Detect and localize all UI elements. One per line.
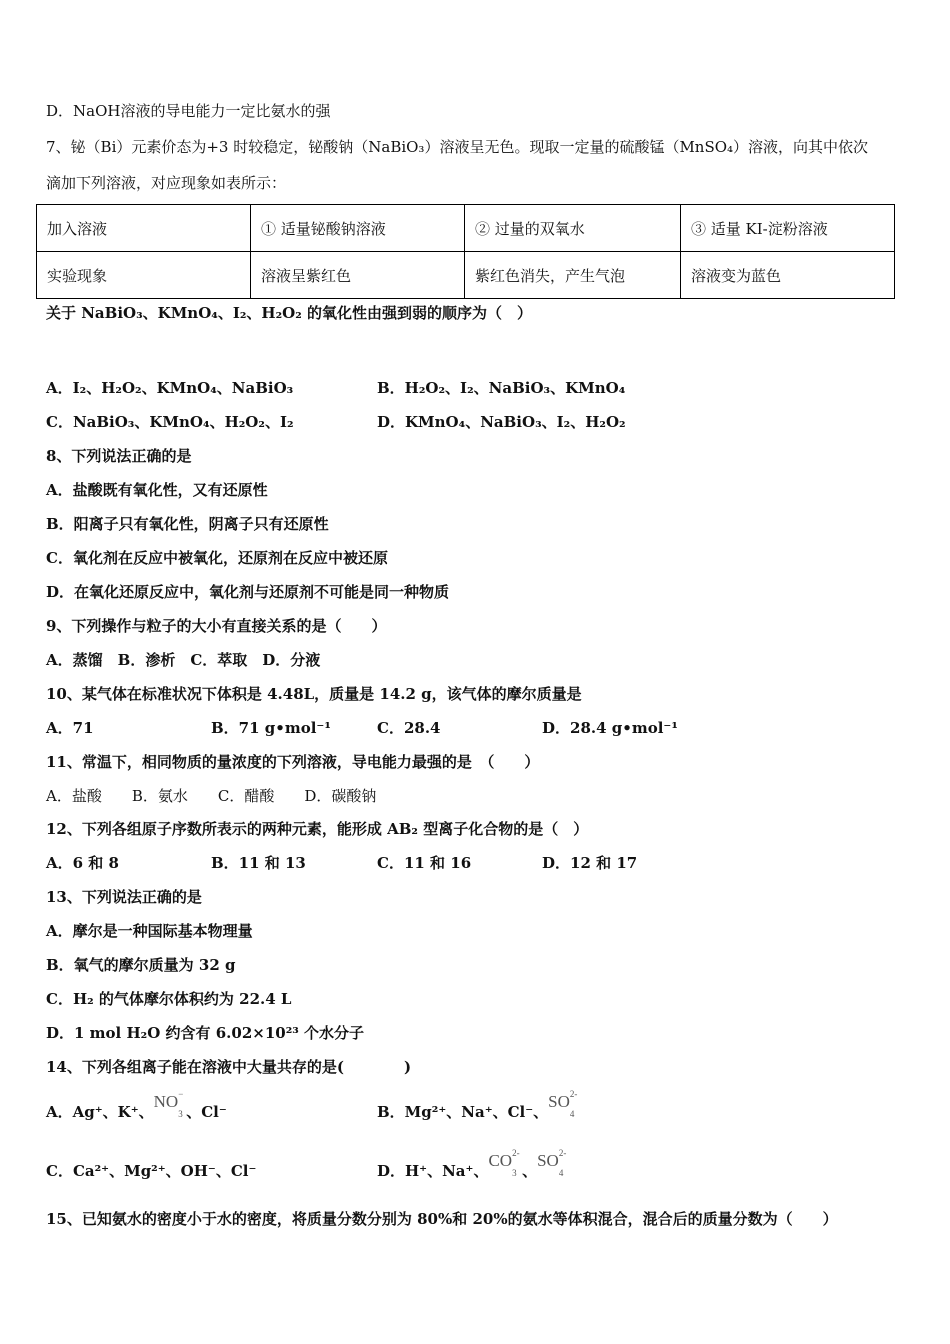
- q12-stem: 12、下列各组原子序数所表示的两种元素，能形成 AB₂ 型离子化合物的是（ ）: [46, 820, 589, 838]
- q9-options: A．蒸馏 B．渗析 C．萃取 D．分液: [46, 651, 321, 669]
- table-row: [37, 252, 895, 299]
- q11-options: A．盐酸 B．氨水 C．醋酸 D．碳酸钠: [46, 787, 377, 805]
- q7-option-a: A．I₂、H₂O₂、KMnO₄、NaBiO₃: [46, 379, 294, 397]
- q13-option-a: A．摩尔是一种国际基本物理量: [46, 922, 253, 940]
- q9-stem: 9、下列操作与粒子的大小有直接关系的是（ ）: [46, 617, 387, 635]
- q14-option-a-text: A．Ag⁺、K⁺、: [46, 1103, 154, 1121]
- q7-question: 关于 NaBiO₃、KMnO₄、I₂、H₂O₂ 的氧化性由强到弱的顺序为（ ）: [46, 304, 533, 322]
- q10-option-c: C．28.4: [377, 719, 441, 737]
- table-cell: ② 过量的双氧水: [465, 205, 681, 252]
- table-row: [37, 205, 895, 252]
- q13-stem: 13、下列说法正确的是: [46, 888, 202, 906]
- table-cell: ③ 适量 KI-淀粉溶液: [681, 205, 895, 252]
- q14-option-a-tail: 、Cl⁻: [186, 1103, 227, 1121]
- sulfate-ion: SO 2- 4: [548, 1089, 578, 1119]
- q8-stem: 8、下列说法正确的是: [46, 447, 192, 465]
- table-cell: 加入溶液: [37, 205, 251, 252]
- q8-option-c: C．氧化剂在反应中被氧化，还原剂在反应中被还原: [46, 549, 388, 567]
- q7-option-b: B．H₂O₂、I₂、NaBiO₃、KMnO₄: [377, 379, 626, 397]
- q12-option-d: D．12 和 17: [542, 854, 638, 872]
- q12-option-b: B．11 和 13: [211, 854, 306, 872]
- q7-stem-line1: 7、铋（Bi）元素价态为+3 时较稳定，铋酸钠（NaBiO₃）溶液呈无色。现取一定量的硫酸锰（MnSO₄）溶液，向其中依次: [46, 138, 869, 156]
- q12-option-a: A．6 和 8: [46, 854, 119, 872]
- q14-option-d-text: D．H⁺、Na⁺、: [377, 1162, 489, 1180]
- q7-option-c: C．NaBiO₃、KMnO₄、H₂O₂、I₂: [46, 413, 294, 431]
- q8-option-d: D．在氧化还原反应中，氧化剂与还原剂不可能是同一种物质: [46, 583, 450, 601]
- q13-option-c: C．H₂ 的气体摩尔体积约为 22.4 L: [46, 990, 292, 1008]
- q10-option-b: B．71 g•mol⁻¹: [211, 719, 331, 737]
- q14-option-d-sep: 、: [522, 1162, 538, 1180]
- table-cell: 溶液变为蓝色: [681, 252, 895, 299]
- q10-option-d: D．28.4 g•mol⁻¹: [542, 719, 678, 737]
- q14-option-c: C．Ca²⁺、Mg²⁺、OH⁻、Cl⁻: [46, 1162, 257, 1180]
- nitrate-ion: NO − 3: [153, 1089, 184, 1119]
- q14-option-b-text: B．Mg²⁺、Na⁺、Cl⁻、: [377, 1103, 549, 1121]
- q14-option-b: [377, 1089, 578, 1122]
- q8-option-a: A．盐酸既有氧化性，又有还原性: [46, 481, 268, 499]
- table-cell: 溶液呈紫红色: [251, 252, 465, 299]
- q7-stem-line2: 滴加下列溶液，对应现象如表所示：: [46, 174, 287, 192]
- q8-option-b: B．阳离子只有氧化性，阴离子只有还原性: [46, 515, 329, 533]
- q14-stem: 14、下列各组离子能在溶液中大量共存的是( ): [46, 1058, 412, 1076]
- q14-option-d: [377, 1148, 567, 1181]
- q13-option-d: D．1 mol H₂O 约含有 6.02×10²³ 个水分子: [46, 1024, 365, 1042]
- experiment-table: [36, 204, 895, 299]
- table-cell: 实验现象: [37, 252, 251, 299]
- carbonate-ion: CO 2- 3: [488, 1148, 520, 1178]
- q7-option-d: D．KMnO₄、NaBiO₃、I₂、H₂O₂: [377, 413, 626, 431]
- q13-option-b: B．氧气的摩尔质量为 32 g: [46, 956, 236, 974]
- q10-option-a: A．71: [46, 719, 94, 737]
- q10-stem: 10、某气体在标准状况下体积是 4.48L，质量是 14.2 g，该气体的摩尔质量是: [46, 685, 582, 703]
- q6-option-d: D．NaOH溶液的导电能力一定比氨水的强: [46, 102, 331, 120]
- sulfate-ion: SO 2- 4: [537, 1148, 567, 1178]
- q15-stem: 15、已知氨水的密度小于水的密度，将质量分数分别为 80%和 20%的氨水等体积混合，混合后的质量分数为（ ）: [46, 1210, 838, 1228]
- table-cell: ① 适量铋酸钠溶液: [251, 205, 465, 252]
- q14-option-a: [46, 1089, 227, 1122]
- table-cell: 紫红色消失，产生气泡: [465, 252, 681, 299]
- q12-option-c: C．11 和 16: [377, 854, 472, 872]
- q11-stem: 11、常温下，相同物质的量浓度的下列溶液，导电能力最强的是 （ ）: [46, 753, 540, 771]
